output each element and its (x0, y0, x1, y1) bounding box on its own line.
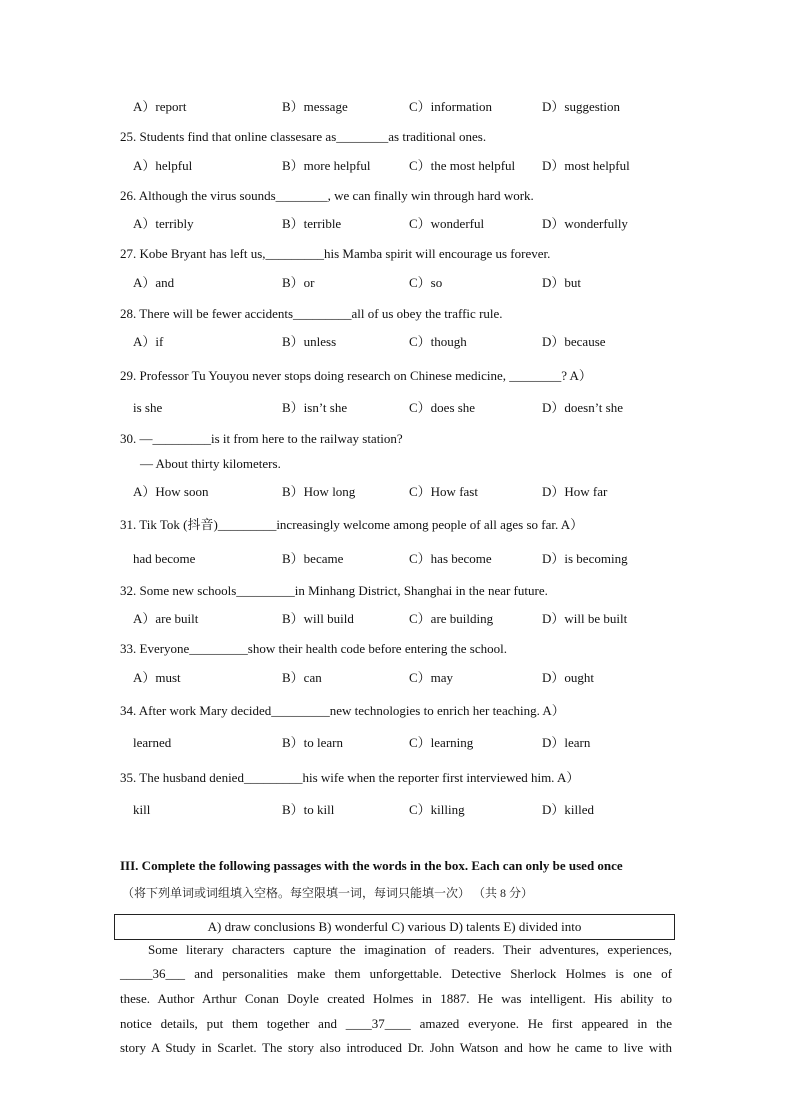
option-d: D）learn (542, 735, 591, 750)
passage-text: these. Author Arthur Conan Doyle created Holmes in 1887. He was intelligent. His ability to (120, 991, 672, 1006)
option-c: C）has become (409, 551, 492, 566)
option-c: C）so (409, 275, 443, 290)
option-a: A）are built (133, 611, 199, 626)
question-32-options (0, 609, 790, 629)
option-d: D）doesn’t she (542, 400, 624, 415)
option-d: D）but (542, 275, 582, 290)
option-c: C）the most helpful (409, 158, 516, 173)
option-a: A）terribly (133, 216, 194, 231)
option-a: A）must (133, 670, 181, 685)
passage-text: Some literary characters capture the imagination of readers. Their adventures, experiences, (148, 942, 672, 957)
option-d: D）How far (542, 484, 608, 499)
option-a: had become (133, 551, 196, 566)
dialogue-reply: — About thirty kilometers. (140, 456, 281, 471)
question-stem: 30. —_________is it from here to the railway station? (120, 431, 403, 446)
word-box: A) draw conclusions B) wonderful C) various D) talents E) divided into (114, 914, 675, 940)
option-d: D）killed (542, 802, 594, 817)
option-c: C）are building (409, 611, 494, 626)
option-a: A）and (133, 275, 175, 290)
option-a: learned (133, 735, 172, 750)
question-32 (0, 581, 790, 601)
option-c: C）though (409, 334, 467, 349)
question-30-answer-line (0, 454, 790, 474)
option-a: is she (133, 400, 163, 415)
option-b: B）became (282, 551, 344, 566)
option-c: C）How fast (409, 484, 478, 499)
option-d: D）is becoming (542, 551, 628, 566)
option-b: B）to kill (282, 802, 335, 817)
question-stem: 32. Some new schools_________in Minhang District, Shanghai in the near future. (120, 583, 548, 598)
question-34-options (0, 733, 790, 753)
option-d: D）most helpful (542, 158, 630, 173)
question-stem: 34. After work Mary decided_________new technologies to enrich her teaching. A） (120, 703, 565, 718)
question-26-options (0, 214, 790, 234)
option-b: B）or (282, 275, 315, 290)
question-31 (0, 515, 790, 535)
question-stem: 33. Everyone_________show their health code before entering the school. (120, 641, 507, 656)
option-d: D）will be built (542, 611, 628, 626)
section-subtitle: （将下列单词或词组填入空格。每空限填一词，每词只能填一次） （共 8 分） (122, 886, 534, 900)
option-b: B）message (282, 99, 348, 114)
question-29 (0, 366, 790, 386)
question-stem: 35. The husband denied_________his wife when the reporter first interviewed him. A） (120, 770, 580, 785)
option-b: B）will build (282, 611, 354, 626)
section-heading (0, 856, 790, 876)
paragraph-line (0, 1014, 790, 1034)
paragraph-line (0, 989, 790, 1009)
option-d: D）wonderfully (542, 216, 628, 231)
option-c: C）killing (409, 802, 465, 817)
question-stem: 26. Although the virus sounds________, we can finally win through hard work. (120, 188, 534, 203)
passage-text: notice details, put them together and ____37____ amazed everyone. He first appeared in the (120, 1016, 672, 1031)
option-a: A）How soon (133, 484, 209, 499)
question-25 (0, 127, 790, 147)
question-stem: 25. Students find that online classesare as________as traditional ones. (120, 129, 487, 144)
option-d: D）ought (542, 670, 595, 685)
option-a: kill (133, 802, 151, 817)
question-28 (0, 304, 790, 324)
question-stem: 27. Kobe Bryant has left us,_________his Mamba spirit will encourage us forever. (120, 246, 551, 261)
option-d: D）because (542, 334, 606, 349)
option-c: C）learning (409, 735, 474, 750)
question-34 (0, 701, 790, 721)
question-28-options (0, 332, 790, 352)
option-a: A）report (133, 99, 187, 114)
option-c: C）does she (409, 400, 476, 415)
option-b: B）How long (282, 484, 356, 499)
option-b: B）to learn (282, 735, 344, 750)
passage-text: story A Study in Scarlet. The story also introduced Dr. John Watson and how he came to live with (120, 1040, 672, 1055)
paragraph-line (0, 940, 790, 960)
question-stem: 29. Professor Tu Youyou never stops doing research on Chinese medicine, ________? A） (120, 368, 592, 383)
option-c: C）information (409, 99, 493, 114)
option-c: C）wonderful (409, 216, 485, 231)
passage-text: _____36___ and personalities make them unforgettable. Detective Sherlock Holmes is one of (120, 966, 672, 981)
paragraph-line (0, 1038, 790, 1058)
question-33 (0, 639, 790, 659)
question-stem: 28. There will be fewer accidents_________all of us obey the traffic rule. (120, 306, 503, 321)
question-27-options (0, 273, 790, 293)
option-c: C）may (409, 670, 454, 685)
option-b: B）can (282, 670, 322, 685)
question-stem: 31. Tik Tok (抖音)_________increasingly welcome among people of all ages so far. A） (120, 517, 584, 532)
question-29-options (0, 398, 790, 418)
option-a: A）helpful (133, 158, 193, 173)
section-instructions (0, 883, 790, 903)
question-26 (0, 186, 790, 206)
paragraph-line (0, 964, 790, 984)
question-27 (0, 244, 790, 264)
question-35 (0, 768, 790, 788)
question-33-options (0, 668, 790, 688)
question-31-options (0, 549, 790, 569)
option-b: B）isn’t she (282, 400, 348, 415)
question-24-options (0, 97, 790, 117)
option-d: D）suggestion (542, 99, 621, 114)
question-35-options (0, 800, 790, 820)
question-30 (0, 429, 790, 449)
question-30-options (0, 482, 790, 502)
option-b: B）more helpful (282, 158, 371, 173)
question-25-options (0, 156, 790, 176)
option-a: A）if (133, 334, 164, 349)
option-b: B）unless (282, 334, 337, 349)
section-title: III. Complete the following passages with the words in the box. Each can only be used once (120, 858, 623, 873)
option-b: B）terrible (282, 216, 342, 231)
